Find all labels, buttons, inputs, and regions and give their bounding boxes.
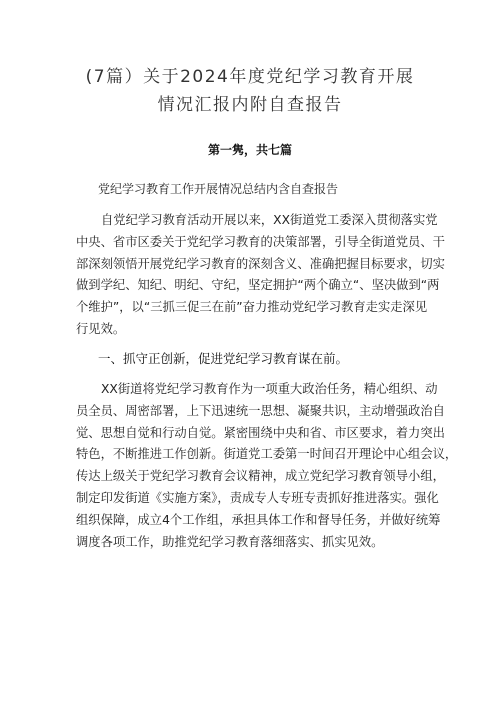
paragraph-intro (76, 210, 446, 341)
paragraph-line: 传达上级关于党纪学习教育会议精神，成立党纪学习教育领导小组， (76, 469, 445, 484)
section-heading: 第一隽，共七篇 (207, 143, 292, 157)
paragraph-line: 部深刻领悟开展党纪学习教育的深刻含义、准确把握目标要求，切实 (76, 256, 445, 271)
paragraph-section-1 (76, 379, 458, 553)
article-subtitle: 党纪学习教育工作开展情况总结内含自查报告 (98, 182, 339, 196)
paragraph-line: 员全员、周密部署，上下迅速统一思想、凝聚共识，主动增强政治自 (76, 403, 445, 418)
document-title-line-2: 情况汇报内附自查报告 (157, 95, 343, 115)
section-1-heading: 一、抓守正创新，促进党纪学习教育谋在前。 (98, 351, 349, 366)
paragraph-line: 中央、省市区委关于党纪学习教育的决策部署，引导全街道党员、干 (76, 234, 445, 249)
paragraph-line: 自党纪学习教育活动开展以来，XX街道党工委深入贯彻落实党 (101, 213, 438, 227)
paragraph-line: XX街道将党纪学习教育作为一项重大政治任务，精心组织、动 (101, 382, 438, 396)
paragraph-line: 制定印发街道《实施方案》，责成专人专班专责抓好推进落实。强化 (76, 490, 439, 505)
document-title-line-1: (7篇）关于2024年度党纪学习教育开展 (85, 67, 415, 87)
paragraph-line: 调度各项工作，助推党纪学习教育落细落实、抓实见效。 (76, 534, 384, 549)
paragraph-line: 行见效。 (76, 321, 126, 336)
paragraph-line: 个维护”，以“三抓三促三在前”奋力推动党纪学习教育走实走深见 (76, 300, 428, 315)
paragraph-line: 特色，不断推进工作创新。街道党工委第一时间召开理论中心组会议， (76, 447, 458, 462)
paragraph-line: 组织保障，成立4个工作组，承担具体工作和督导任务，并做好统筹 (76, 512, 441, 527)
paragraph-line: 做到学纪、知纪、明纪、守纪，坚定拥护“两个确立“、坚决做到“两 (76, 278, 440, 293)
paragraph-line: 觉、思想自觉和行动自觉。紧密围绕中央和省、市区要求，着力突出 (76, 425, 445, 440)
